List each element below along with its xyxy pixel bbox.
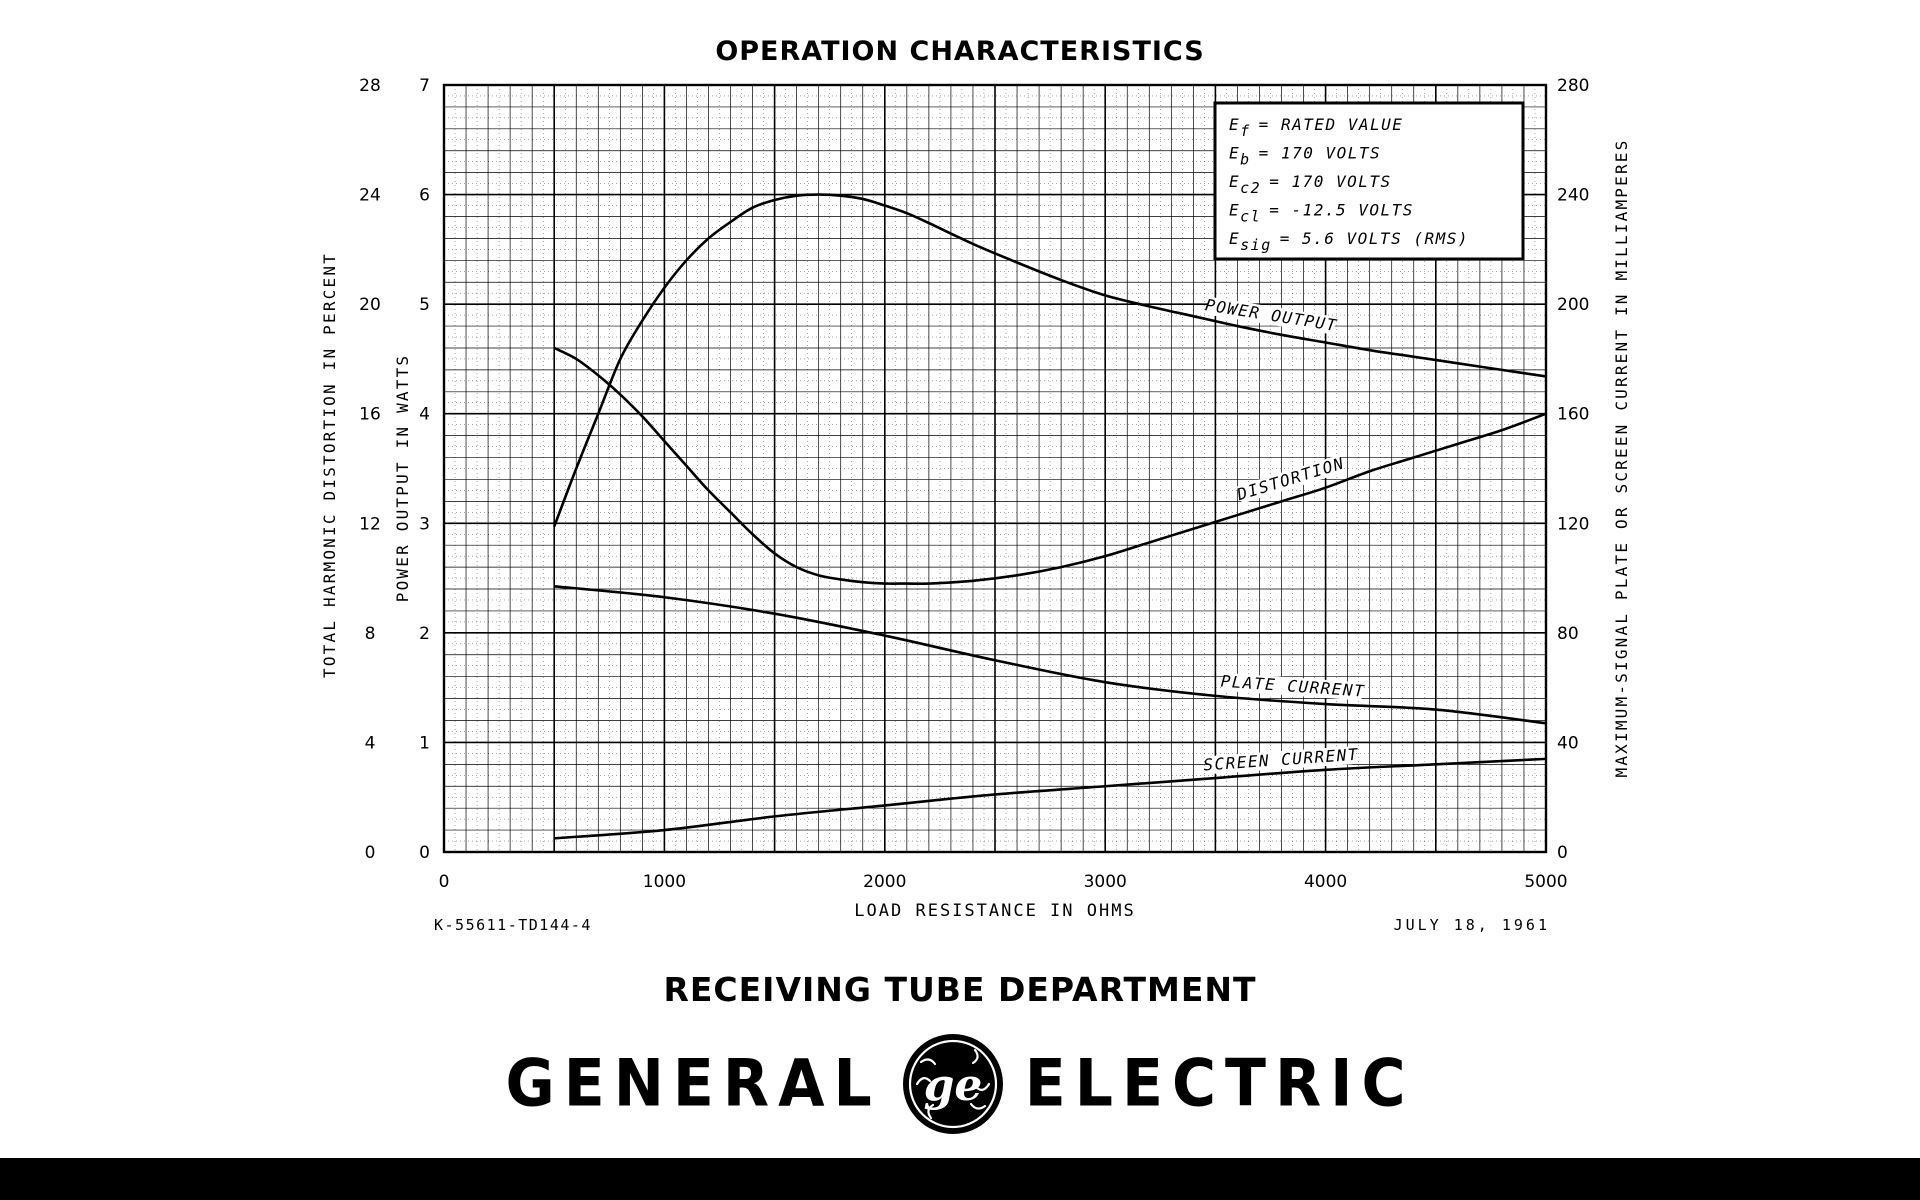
condition-symbol: E: [1229, 115, 1241, 134]
y-tick-label-power: 7: [419, 76, 430, 96]
y-tick-label-current: 160: [1557, 404, 1590, 425]
series-label-group-plate-current: [1220, 672, 1366, 701]
y-tick-label-power: 6: [419, 185, 430, 206]
x-axis-label: LOAD RESISTANCE IN OHMS: [854, 901, 1136, 921]
condition-subscript: sig: [1240, 236, 1272, 254]
y-tick-label-power: 3: [419, 514, 430, 535]
y-tick-label-distortion: 0: [364, 843, 376, 863]
condition-symbol: E: [1229, 172, 1241, 191]
condition-symbol: E: [1229, 143, 1241, 163]
condition-subscript: b: [1240, 150, 1251, 169]
y-tick-label-power: 4: [419, 404, 430, 425]
x-tick-label: 4000: [1303, 872, 1348, 892]
x-tick-label: 1000: [642, 872, 687, 892]
condition-subscript: c2: [1240, 179, 1262, 197]
x-tick-label: 2000: [863, 872, 907, 892]
series-label-power-output: POWER OUTPUT: [1203, 295, 1339, 336]
condition-symbol: E: [1229, 229, 1241, 248]
bottom-black-band: [0, 1158, 1920, 1200]
y-tick-label-distortion: 28: [359, 76, 381, 96]
y-axis-label-distortion: TOTAL HARMONIC DISTORTION IN PERCENT: [320, 252, 339, 678]
condition-value: = 170 VOLTS: [1258, 143, 1382, 163]
chart-date: JULY 18, 1961: [1393, 916, 1550, 934]
y-tick-label-distortion: 20: [359, 295, 381, 316]
y-axis-label-power: POWER OUTPUT IN WATTS: [393, 353, 412, 603]
x-tick-label: 5000: [1524, 872, 1568, 892]
y-tick-label-distortion: 16: [359, 404, 381, 425]
brand-word-general: GENERAL: [505, 1046, 881, 1122]
y-axis-label-current: MAXIMUM-SIGNAL PLATE OR SCREEN CURRENT IN MILLIAMPERES: [1612, 138, 1631, 778]
x-tick-label: 0: [438, 872, 450, 892]
series-line-screen-current: [554, 759, 1546, 838]
series-label-group-distortion: [1234, 453, 1347, 504]
y-tick-label-current: 0: [1557, 843, 1568, 863]
y-tick-label-power: 0: [419, 843, 430, 863]
condition-value: = -12.5 VOLTS: [1269, 200, 1414, 220]
series-label-plate-current: PLATE CURRENT: [1220, 671, 1366, 701]
y-tick-label-distortion: 24: [359, 185, 381, 206]
condition-value: = 5.6 VOLTS (RMS): [1279, 229, 1469, 248]
series-label-distortion: DISTORTION: [1234, 453, 1347, 505]
x-tick-label: 3000: [1083, 872, 1127, 892]
brand-row: [0, 1032, 1920, 1136]
series-label-group-power-output: [1204, 295, 1339, 335]
y-tick-label-current: 80: [1557, 623, 1579, 644]
brand-word-electric: ELECTRIC: [1024, 1046, 1415, 1122]
ge-monogram-icon: [901, 1032, 1005, 1136]
y-tick-label-distortion: 4: [364, 733, 376, 754]
y-tick-label-distortion: 12: [359, 514, 381, 535]
series-label-screen-current: SCREEN CURRENT: [1202, 744, 1360, 775]
svg-text:ge: ge: [923, 1060, 983, 1111]
conditions-box: [1215, 103, 1523, 259]
y-tick-label-current: 280: [1557, 76, 1590, 96]
y-tick-label-current: 240: [1557, 185, 1590, 206]
condition-subscript: f: [1240, 122, 1251, 140]
condition-symbol: E: [1229, 200, 1241, 220]
condition-value: = RATED VALUE: [1258, 115, 1404, 134]
y-tick-label-power: 5: [419, 295, 430, 316]
y-tick-label-current: 200: [1557, 295, 1590, 316]
y-tick-label-current: 40: [1557, 733, 1579, 754]
y-tick-label-current: 120: [1557, 514, 1590, 535]
department-title: RECEIVING TUBE DEPARTMENT: [663, 970, 1257, 1009]
condition-subscript: cl: [1240, 207, 1262, 226]
condition-value: = 170 VOLTS: [1269, 172, 1392, 191]
y-tick-label-distortion: 8: [364, 623, 376, 644]
y-tick-label-power: 1: [419, 733, 430, 754]
drawing-number: K-55611-TD144-4: [434, 916, 592, 934]
chart-title: OPERATION CHARACTERISTICS: [715, 36, 1205, 67]
y-tick-label-power: 2: [419, 623, 430, 644]
